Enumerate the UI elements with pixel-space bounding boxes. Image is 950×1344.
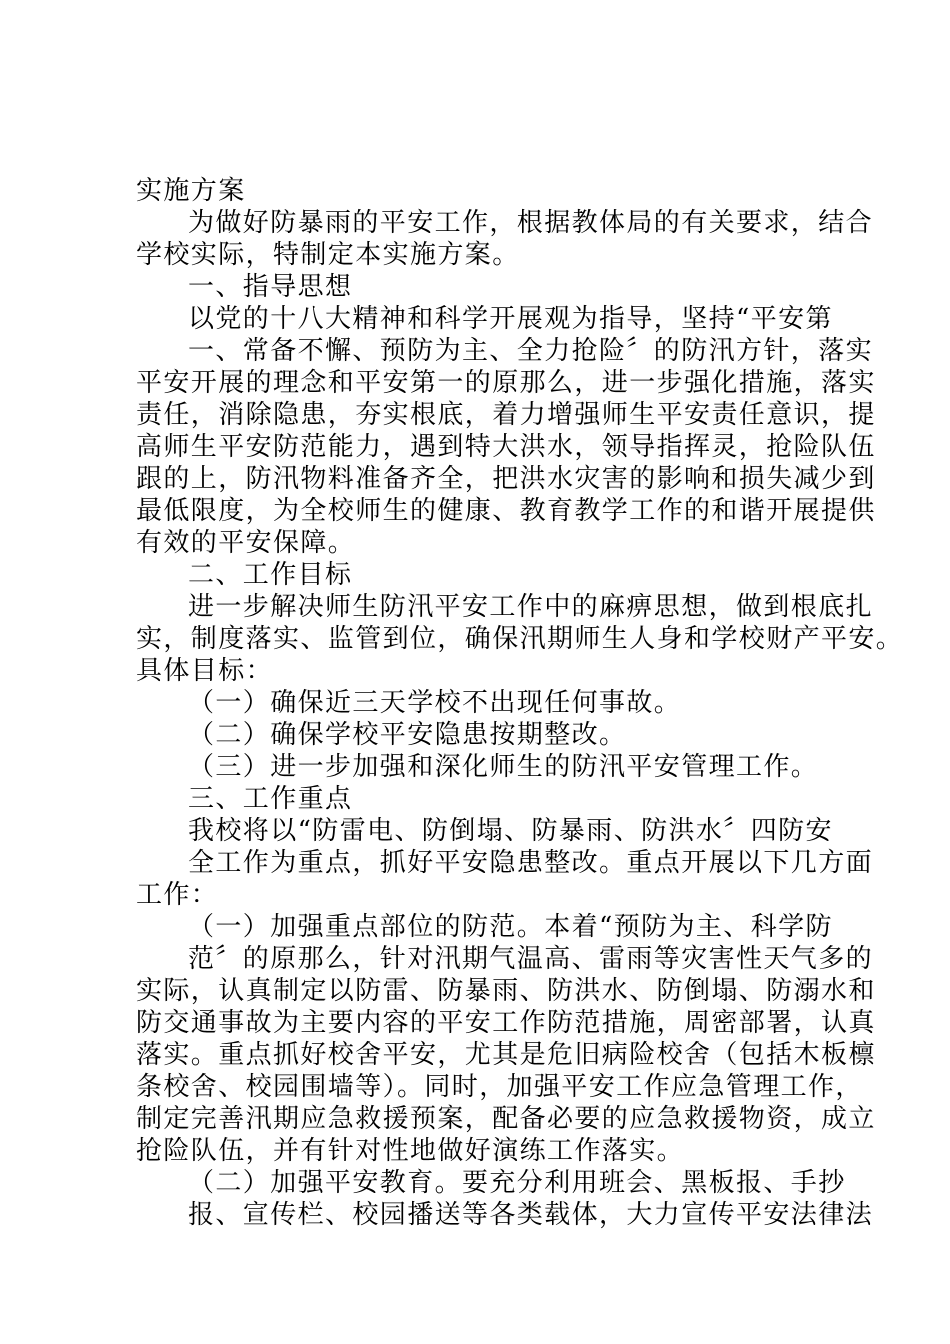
paragraph-line: 实际，认真制定以防雷、防暴雨、防洪水、防倒塌、防溺水和: [136, 976, 876, 1006]
paragraph-line: 条校舍、校园围墙等）。同时，加强平安工作应急管理工作，: [136, 1072, 863, 1102]
paragraph-line: 责任，消除隐患，夯实根底，着力增强师生平安责任意识，提: [136, 400, 876, 430]
paragraph-line: 进一步解决师生防汛平安工作中的麻痹思想，做到根底扎: [188, 592, 874, 622]
paragraph-line: 跟的上，防汛物料准备齐全，把洪水灾害的影响和损失减少到: [136, 464, 876, 494]
paragraph-line: （二）加强平安教育。要充分利用班会、黑板报、手抄: [188, 1168, 846, 1198]
section-heading: 三、工作重点: [188, 784, 353, 814]
paragraph-line: 工作：: [136, 880, 219, 910]
paragraph-line: 我校将以“防雷电、防倒塌、防暴雨、防洪水〞四防安: [188, 816, 833, 846]
paragraph-line: 高师生平安防范能力，遇到特大洪水，领导指挥灵，抢险队伍: [136, 432, 876, 462]
paragraph-line: （一）加强重点部位的防范。本着“预防为主、科学防: [188, 912, 833, 942]
paragraph-line: 最低限度，为全校师生的健康、教育教学工作的和谐开展提供: [136, 496, 876, 526]
paragraph-line: 实，制度落实、监管到位，确保汛期师生人身和学校财产平安。: [136, 624, 904, 654]
paragraph-line: 以党的十八大精神和科学开展观为指导，坚持“平安第: [188, 304, 833, 334]
paragraph-line: 报、宣传栏、校园播送等各类载体，大力宣传平安法律法: [188, 1200, 874, 1230]
paragraph-line: 有效的平安保障。: [136, 528, 356, 558]
paragraph-line: 抢险队伍，并有针对性地做好演练工作落实。: [136, 1136, 685, 1166]
list-item: （二）确保学校平安隐患按期整改。: [188, 720, 627, 750]
section-heading: 二、工作目标: [188, 560, 353, 590]
paragraph-line: 制定完善汛期应急救援预案，配备必要的应急救援物资，成立: [136, 1104, 876, 1134]
document-title: 实施方案: [136, 176, 246, 206]
list-item: （三）进一步加强和深化师生的防汛平安管理工作。: [188, 752, 819, 782]
paragraph-line: 范〞的原那么，针对汛期气温高、雷雨等灾害性天气多的: [188, 944, 874, 974]
paragraph-line: 全工作为重点，抓好平安隐患整改。重点开展以下几方面: [188, 848, 874, 878]
list-item: （一）确保近三天学校不出现任何事故。: [188, 688, 682, 718]
paragraph-line: 防交通事故为主要内容的平安工作防范措施，周密部署，认真: [136, 1008, 876, 1038]
paragraph-line: 学校实际，特制定本实施方案。: [136, 240, 520, 270]
paragraph-line: 平安开展的理念和平安第一的原那么，进一步强化措施，落实: [136, 368, 876, 398]
paragraph-line: 一、常备不懈、预防为主、全力抢险〞的防汛方针，落实: [188, 336, 874, 366]
paragraph-line: 落实。重点抓好校舍平安，尤其是危旧病险校舍（包括木板檩: [136, 1040, 876, 1070]
section-heading: 一、指导思想: [188, 272, 353, 302]
paragraph-line: 为做好防暴雨的平安工作，根据教体局的有关要求，结合: [188, 208, 874, 238]
paragraph-line: 具体目标：: [136, 656, 274, 686]
